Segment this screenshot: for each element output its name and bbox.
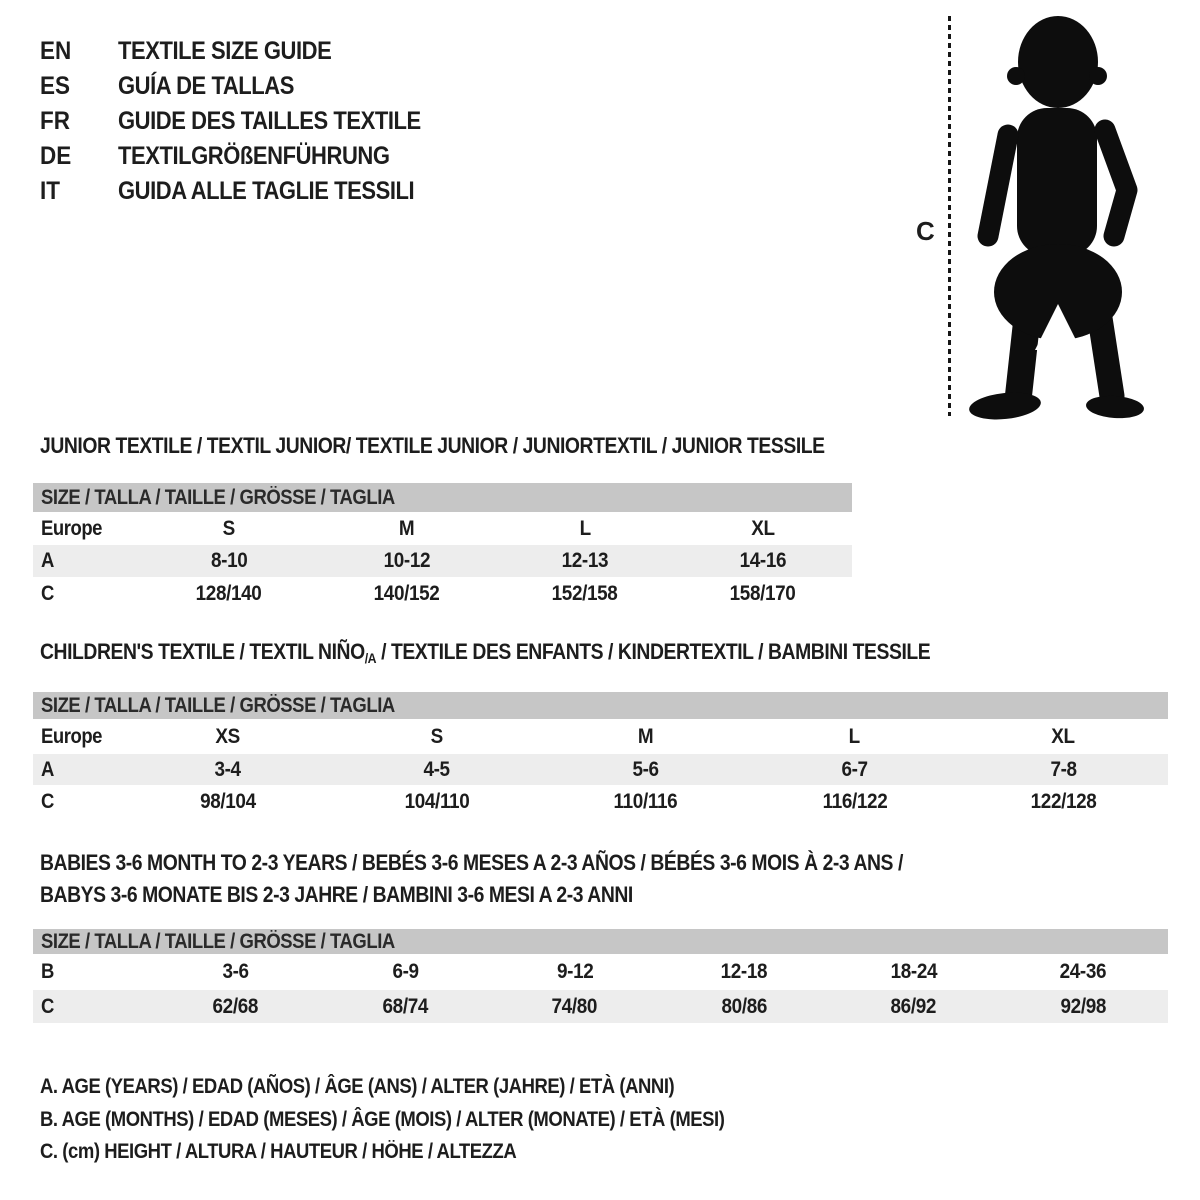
size-value: 122/128: [1030, 790, 1097, 813]
baby-silhouette-icon: [955, 8, 1170, 428]
size-value: XL: [1051, 724, 1076, 748]
size-value: 10-12: [383, 549, 431, 572]
table-row: [33, 577, 852, 610]
size-value: M: [399, 516, 415, 540]
size-value: XS: [215, 724, 240, 748]
language-title: TEXTILE SIZE GUIDE: [118, 37, 332, 65]
table-row: [33, 719, 1168, 754]
language-row: [40, 69, 462, 104]
table-header-bar: [33, 483, 852, 512]
size-value: 8-10: [210, 549, 248, 572]
size-value: 3-4: [214, 757, 241, 781]
row-label: C: [41, 994, 54, 1018]
size-value: XL: [751, 516, 775, 540]
size-value: 110/116: [613, 790, 678, 813]
language-title: GUÍA DE TALLAS: [118, 72, 294, 100]
size-value: 104/110: [404, 790, 469, 813]
table-row: [33, 785, 1168, 819]
row-label: C: [41, 790, 54, 813]
size-value: M: [637, 724, 654, 748]
table-row: [33, 512, 852, 545]
row-label: B: [41, 960, 54, 983]
size-value: 18-24: [890, 960, 938, 983]
size-value: 158/170: [730, 581, 796, 605]
size-value: 14-16: [739, 549, 787, 572]
section-heading-babies-line1: BABIES 3-6 MONTH TO 2-3 YEARS / BEBÉS 3-6 MESES A 2-3 AÑOS / BÉBÉS 3-6 MOIS À 2-3 ANS /: [40, 850, 903, 875]
section-heading-babies-line2: BABYS 3-6 MONATE BIS 2-3 JAHRE / BAMBINI 3-6 MESI A 2-3 ANNI: [40, 882, 633, 907]
language-code: EN: [40, 37, 72, 65]
size-value: 116/122: [822, 790, 887, 813]
row-label: A: [41, 549, 54, 572]
row-label: Europe: [41, 516, 103, 540]
size-value: S: [222, 516, 236, 540]
language-row: [40, 139, 462, 174]
size-header-label: SIZE / TALLA / TAILLE / GRÖSSE / TAGLIA: [41, 693, 395, 717]
size-value: 12-13: [561, 549, 609, 572]
size-value: 9-12: [556, 960, 593, 983]
figure-measure-label: C: [916, 216, 935, 246]
size-header-label: SIZE / TALLA / TAILLE / GRÖSSE / TAGLIA: [41, 929, 395, 953]
language-title: GUIDA ALLE TAGLIE TESSILI: [118, 177, 415, 205]
size-header-label: SIZE / TALLA / TAILLE / GRÖSSE / TAGLIA: [41, 485, 395, 509]
row-label: Europe: [41, 724, 103, 748]
language-code: DE: [40, 142, 72, 170]
size-value: 74/80: [551, 994, 598, 1018]
table-row: [33, 990, 1168, 1023]
language-title-block: [40, 34, 462, 209]
size-value: 128/140: [196, 581, 262, 605]
language-code: FR: [40, 107, 70, 135]
size-value: 68/74: [382, 994, 429, 1018]
junior-size-table: [33, 483, 852, 610]
table-row: [33, 954, 1168, 990]
size-value: S: [430, 724, 443, 748]
size-value: 7-8: [1050, 757, 1077, 781]
size-value: 6-9: [392, 960, 419, 983]
legend-line-b: B. AGE (MONTHS) / EDAD (MESES) / ÂGE (MOIS) / ALTER (MONATE) / ETÀ (MESI): [40, 1108, 725, 1131]
language-title: TEXTILGRÖßENFÜHRUNG: [118, 142, 390, 170]
size-value: 80/86: [721, 994, 768, 1018]
language-row: [40, 34, 462, 69]
row-label: C: [41, 581, 54, 605]
height-dashed-line: [948, 16, 951, 416]
table-row: [33, 545, 852, 577]
table-row: [33, 754, 1168, 785]
section-heading-children: CHILDREN'S TEXTILE / TEXTIL $NIÑO_{/A}$ / TEXTILE DES ENFANTS / KINDERTEXTIL / BAMBINI TESSILE: [40, 639, 931, 666]
size-value: 5-6: [632, 757, 659, 781]
legend-line-a: A. AGE (YEARS) / EDAD (AÑOS) / ÂGE (ANS) / ALTER (JAHRE) / ETÀ (ANNI): [40, 1075, 675, 1098]
size-value: 4-5: [423, 757, 450, 781]
size-value: 62/68: [212, 994, 259, 1018]
language-code: IT: [40, 177, 60, 205]
size-value: 24-36: [1059, 960, 1107, 983]
size-value: 98/104: [199, 790, 256, 813]
table-header-bar: [33, 929, 1168, 954]
size-value: 86/92: [890, 994, 937, 1018]
language-row: [40, 104, 462, 139]
size-value: 6-7: [841, 757, 868, 781]
size-value: 152/158: [552, 581, 618, 605]
language-title: GUIDE DES TAILLES TEXTILE: [118, 107, 421, 135]
size-value: L: [579, 516, 591, 540]
section-heading-junior: JUNIOR TEXTILE / TEXTIL JUNIOR/ TEXTILE JUNIOR / JUNIORTEXTIL / JUNIOR TESSILE: [40, 433, 825, 458]
size-value: 12-18: [720, 960, 768, 983]
size-value: L: [848, 724, 861, 748]
language-row: [40, 174, 462, 209]
babies-size-table: [33, 929, 1168, 1023]
table-header-bar: [33, 692, 1168, 719]
legend-line-c: C. (cm) HEIGHT / ALTURA / HAUTEUR / HÖHE / ALTEZZA: [40, 1140, 517, 1163]
size-value: 140/152: [374, 581, 440, 605]
heading-subscript: /A: [364, 650, 377, 666]
language-code: ES: [40, 72, 71, 100]
children-size-table: [33, 692, 1168, 819]
row-label: A: [41, 757, 54, 781]
size-value: 92/98: [1060, 994, 1107, 1018]
size-value: 3-6: [222, 960, 249, 983]
